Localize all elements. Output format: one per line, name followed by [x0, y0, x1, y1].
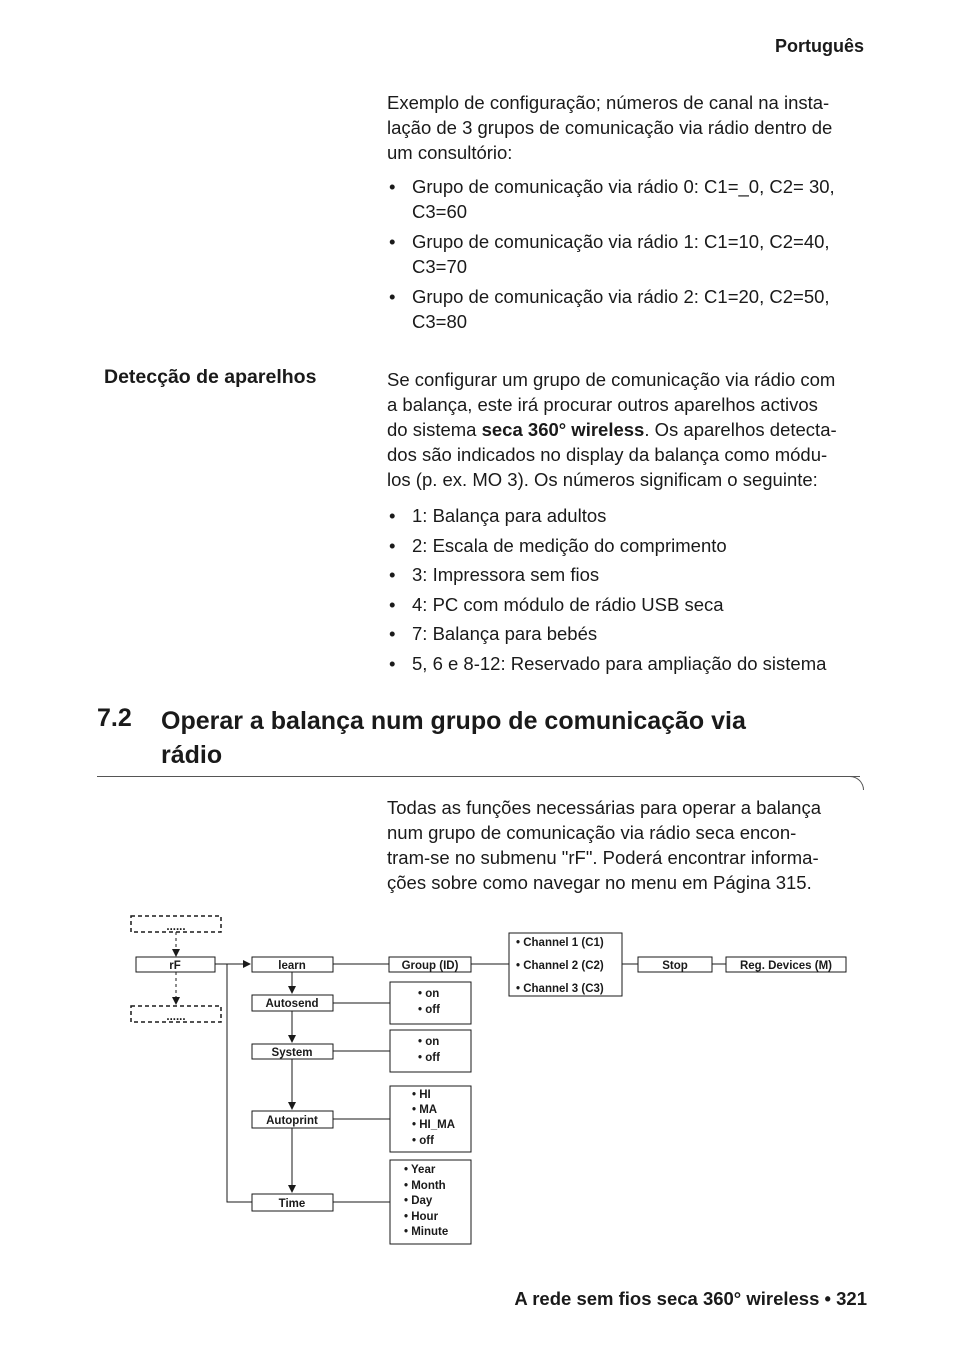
- list-item: • 5, 6 e 8-12: Reservado para ampliação do sistema: [387, 649, 867, 679]
- rf-label: rF: [169, 960, 181, 972]
- list-item: • 1: Balança para adultos: [387, 501, 867, 531]
- product-name: seca 360° wireless: [481, 419, 645, 440]
- channel-label: • Channel 2 (C2): [516, 960, 604, 972]
- page-footer: A rede sem fios seca 360° wireless • 321: [514, 1288, 867, 1309]
- time-label: Time: [278, 1198, 306, 1210]
- return-loop-line: [227, 964, 252, 1202]
- language-label: Português: [774, 36, 864, 56]
- list-item: • 3: Impressora sem fios: [387, 560, 867, 590]
- section-paragraph: Todas as funções necessárias para operar a balança num grupo de comunicação via rádio seca encon- tram-se no submenu "rF". Poderá encontrar informa- ções sobre como navegar no menu em Página 315.: [387, 797, 821, 893]
- option-label: • Day: [404, 1195, 433, 1207]
- group-label: Group (ID): [401, 960, 459, 972]
- option-label: • HI: [412, 1089, 431, 1101]
- option-label: • Hour: [404, 1211, 439, 1223]
- section-title: Operar a balança num grupo de comunicação via rádio: [161, 707, 746, 769]
- dots-label: ......: [166, 921, 186, 933]
- side-heading: Detecção de aparelhos: [104, 366, 317, 388]
- stop-label: Stop: [662, 960, 688, 972]
- detection-paragraph: Se configurar um grupo de comunicação via rádio com a balança, este irá procurar outros aparelhos activos do sistema seca 360° wireless. Os aparelhos detecta- dos são indicados no display da balança como módu- los (p. ex. MO 3). Os números significam o seguinte:: [387, 369, 837, 490]
- learn-label: learn: [278, 960, 306, 972]
- option-label: • Minute: [404, 1226, 449, 1238]
- reg-devices-label: Reg. Devices (M): [739, 960, 833, 972]
- option-label: • Year: [404, 1164, 436, 1176]
- channel-label: • Channel 3 (C3): [516, 983, 604, 995]
- option-label: • on: [418, 988, 440, 1000]
- option-label: • Month: [404, 1180, 446, 1192]
- dots-label: ......: [166, 1011, 186, 1023]
- channel-label: • Channel 1 (C1): [516, 937, 604, 949]
- list-item: • 4: PC com módulo de rádio USB seca: [387, 590, 867, 620]
- system-label: System: [271, 1047, 313, 1059]
- intro-line: lação de 3 grupos de comunicação via rádio dentro de: [387, 117, 833, 138]
- autoprint-label: Autoprint: [266, 1115, 318, 1127]
- section-number: 7.2: [97, 704, 132, 732]
- list-item: • 2: Escala de medição do comprimento: [387, 531, 867, 561]
- option-label: • off: [418, 1052, 440, 1064]
- list-item: • Grupo de comunicação via rádio 2: C1=20, C2=50, C3=80: [387, 284, 867, 334]
- list-item: • Grupo de comunicação via rádio 0: C1=_0, C2= 30, C3=60: [387, 174, 867, 224]
- intro-line: Exemplo de configuração; números de canal na insta-: [387, 92, 830, 113]
- option-label: • MA: [412, 1104, 438, 1116]
- option-label: • off: [418, 1004, 440, 1016]
- list-item: • 7: Balança para bebés: [387, 619, 867, 649]
- option-label: • off: [412, 1135, 434, 1147]
- autosend-label: Autosend: [265, 998, 319, 1010]
- option-label: • on: [418, 1036, 440, 1048]
- list-item: • Grupo de comunicação via rádio 1: C1=10, C2=40, C3=70: [387, 229, 867, 279]
- intro-line: um consultório:: [387, 142, 513, 163]
- option-label: • HI_MA: [412, 1119, 456, 1131]
